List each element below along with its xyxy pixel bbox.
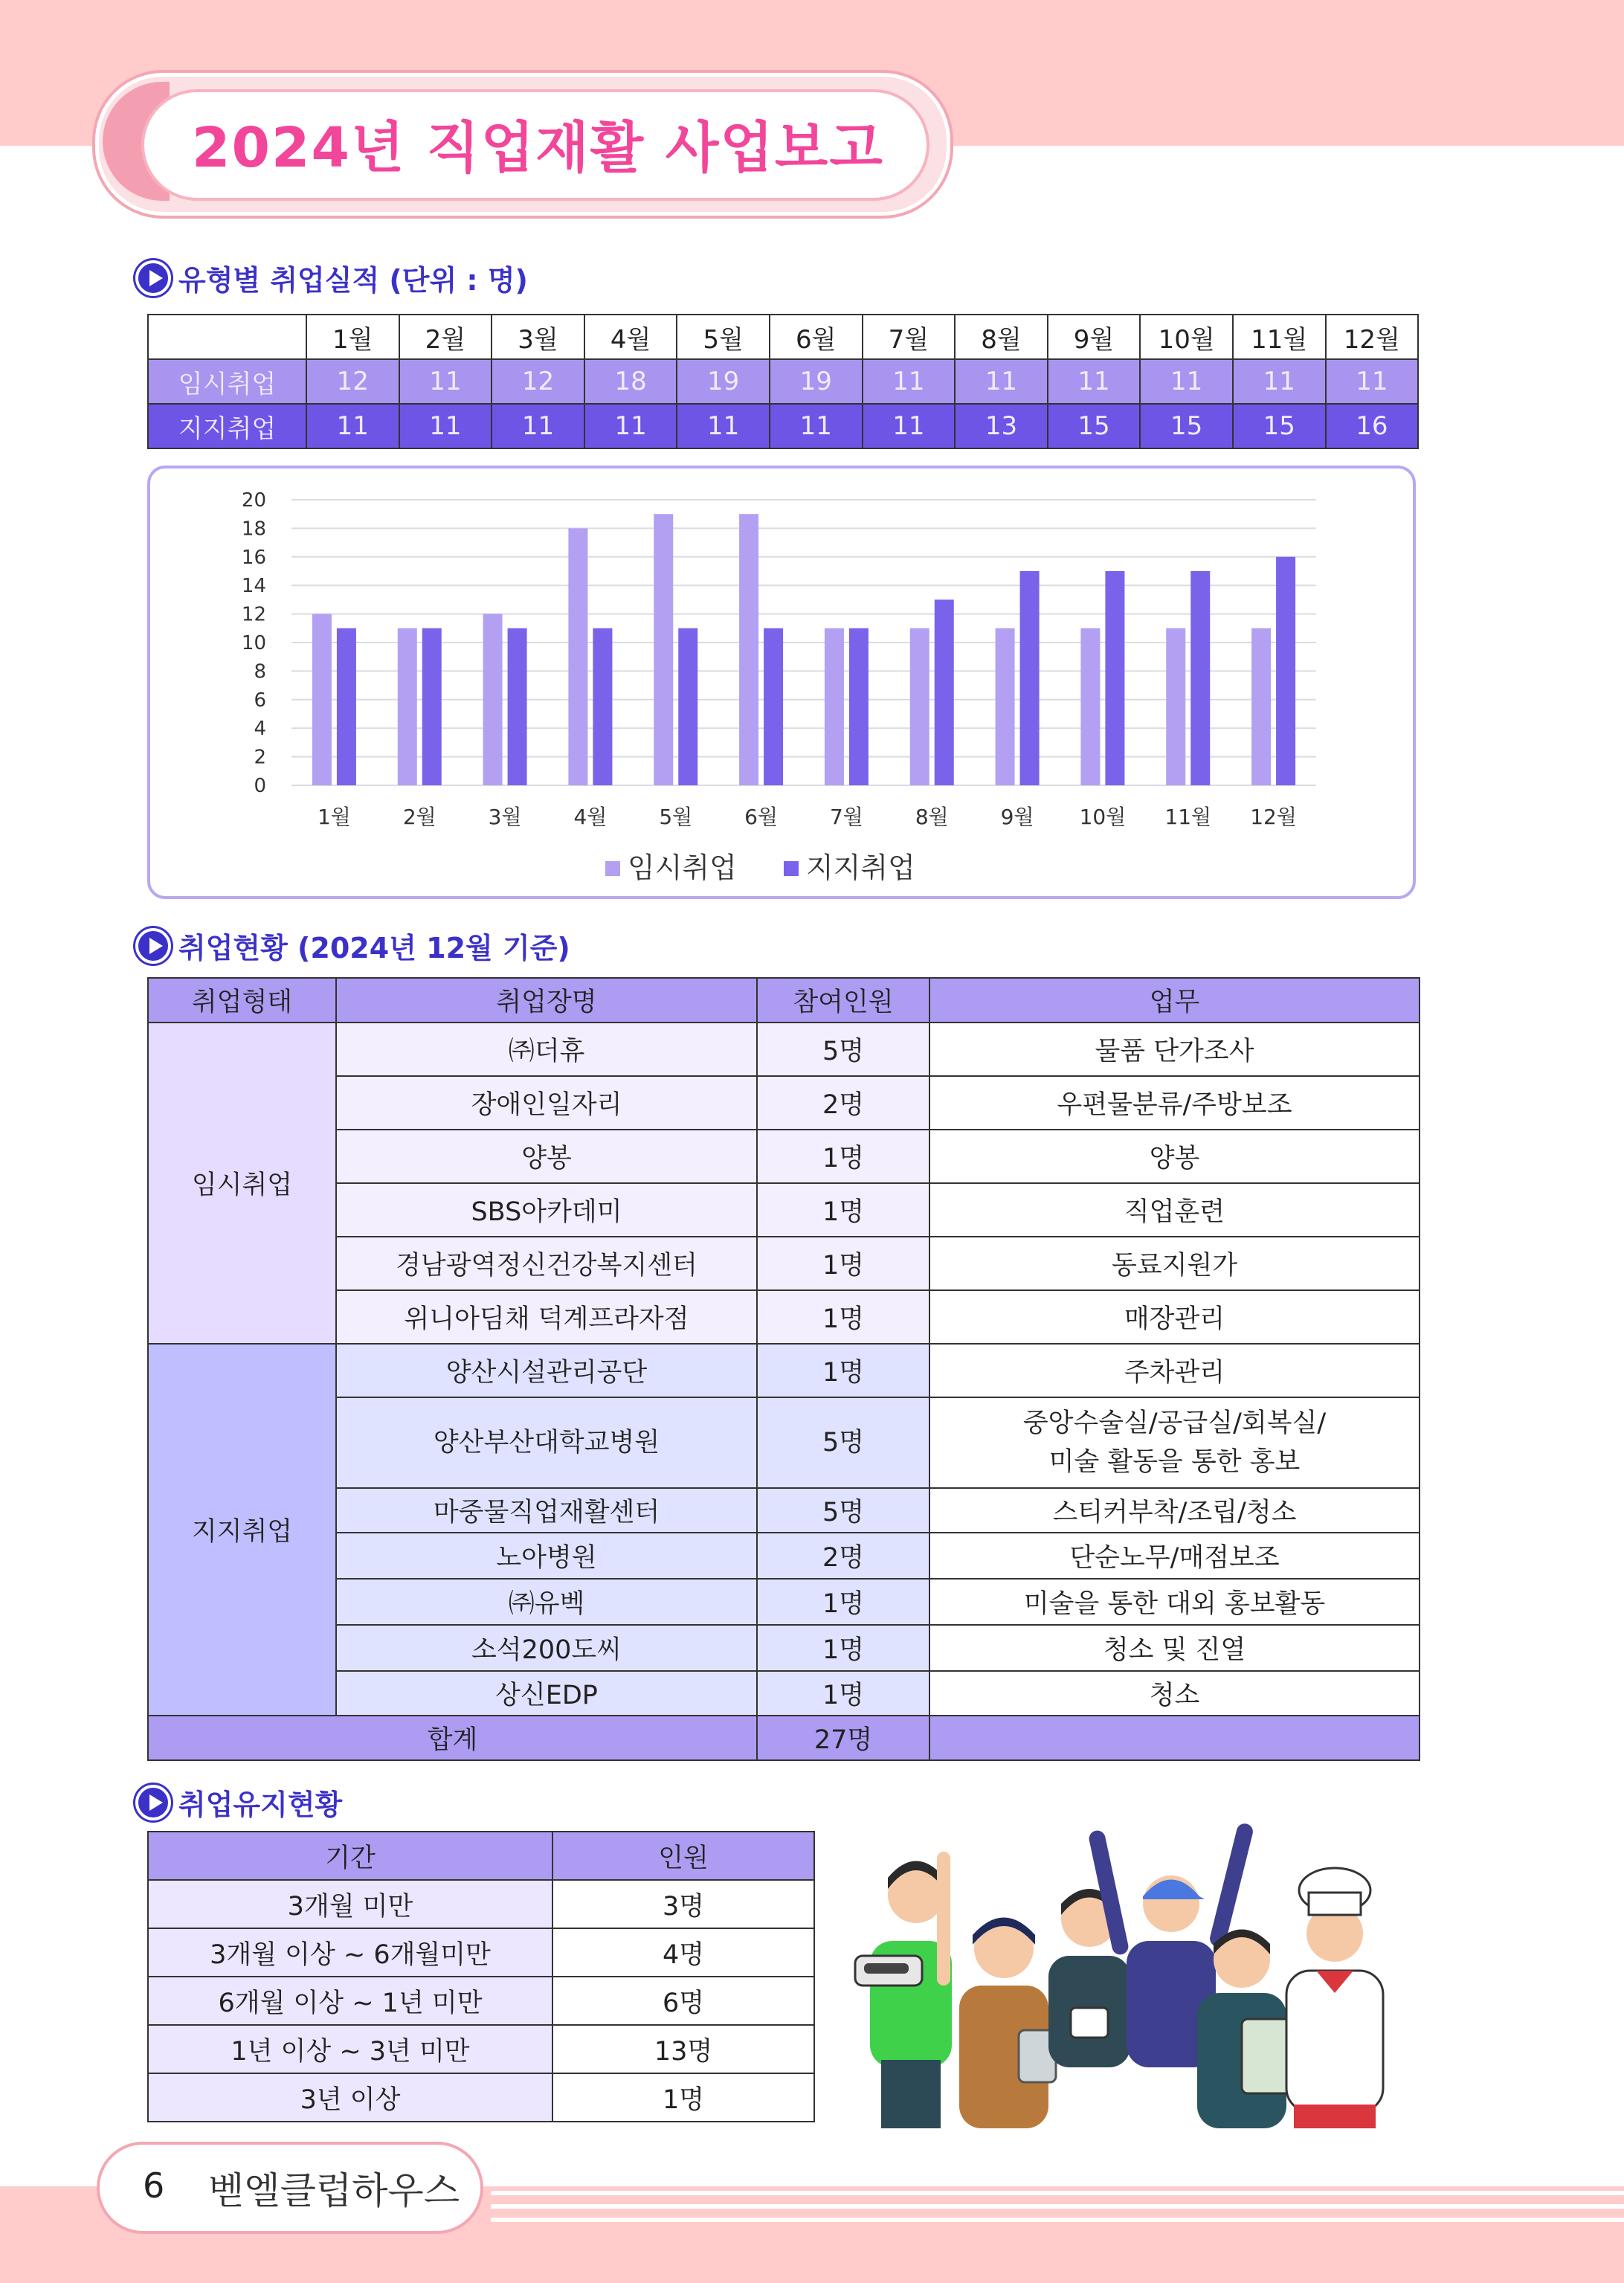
cell-value: 11: [677, 404, 770, 448]
bar-chart-frame: [147, 466, 1416, 899]
table-row: [148, 1880, 814, 1928]
bar-supported: [422, 628, 442, 785]
legend-swatch: [605, 861, 620, 876]
bar-temporary: [825, 628, 844, 785]
cell-value: 13: [955, 404, 1048, 448]
table-row: [148, 1130, 1420, 1183]
cell-value: 11: [1233, 359, 1326, 404]
participant-count: 5명: [757, 1397, 929, 1488]
play-icon: [135, 260, 171, 296]
participant-count: 1명: [757, 1344, 929, 1397]
period: 6개월 이상 ~ 1년 미만: [148, 1977, 552, 2025]
participant-count: 5명: [757, 1023, 929, 1076]
month-header: 10월: [1140, 315, 1233, 359]
cell-value: 15: [1233, 404, 1326, 448]
bar-temporary: [398, 628, 417, 785]
y-tick-label: 16: [241, 546, 266, 569]
y-tick-label: 8: [254, 660, 266, 683]
count: 4명: [552, 1928, 814, 1977]
period: 3년 이상: [148, 2073, 552, 2122]
section-title: 유형별 취업실적 (단위 : 명): [178, 264, 528, 297]
work-description: 우편물분류/주방보조: [929, 1076, 1420, 1130]
y-tick-label: 20: [241, 489, 266, 512]
x-tick-label: 4월: [573, 805, 608, 829]
section-title: 취업유지현황: [178, 1788, 343, 1821]
work-description-line: 중앙수술실/공급실/회복실/: [1022, 1408, 1327, 1438]
total-count: 27명: [757, 1716, 929, 1760]
worker-apron-figure: [937, 1852, 1056, 2128]
count: 1명: [552, 2073, 814, 2122]
bar-temporary: [910, 628, 929, 785]
x-tick-label: 11월: [1164, 805, 1212, 829]
bar-temporary: [739, 514, 758, 785]
period: 1년 이상 ~ 3년 미만: [148, 2025, 552, 2073]
cell-value: 11: [399, 359, 492, 404]
cell-value: 11: [1140, 359, 1233, 404]
total-row: [148, 1716, 1420, 1760]
footer-stripe: [491, 2191, 1624, 2195]
cell-value: 16: [1326, 404, 1419, 448]
y-tick-label: 4: [254, 718, 266, 741]
column-header: 인원: [552, 1832, 814, 1880]
workplace-name: 장애인일자리: [336, 1076, 757, 1130]
period: 3개월 미만: [148, 1880, 552, 1928]
cell-value: 19: [770, 359, 863, 404]
period: 3개월 이상 ~ 6개월미만: [148, 1928, 552, 1977]
count: 13명: [552, 2025, 814, 2073]
page-number: 6: [143, 2166, 165, 2206]
group-label: 임시취업: [148, 1023, 336, 1344]
table-row: [148, 2073, 814, 2122]
x-tick-label: 5월: [659, 805, 693, 829]
participant-count: 1명: [757, 1183, 929, 1237]
work-description: 매장관리: [929, 1290, 1420, 1344]
participant-count: 1명: [757, 1625, 929, 1671]
cell-value: 11: [1048, 359, 1141, 404]
group-label: 지지취업: [148, 1344, 336, 1716]
x-tick-label: 3월: [488, 805, 522, 829]
bar-temporary: [312, 614, 332, 785]
count: 3명: [552, 1880, 814, 1928]
worker-chef-figure: [1286, 1868, 1383, 2128]
section-title: 취업현황 (2024년 12월 기준): [178, 932, 570, 965]
workplace-name: ㈜유벡: [336, 1579, 757, 1625]
bar-temporary: [1166, 628, 1185, 785]
table-row: [148, 404, 1418, 448]
x-tick-label: 6월: [744, 805, 779, 829]
workplace-name: 소석200도씨: [336, 1625, 757, 1671]
cell-value: 11: [584, 404, 677, 448]
month-header: 11월: [1233, 315, 1326, 359]
y-tick-label: 10: [241, 632, 266, 654]
workplace-name: 양봉: [336, 1130, 757, 1183]
y-tick-label: 18: [241, 518, 266, 541]
total-empty: [929, 1716, 1420, 1760]
bar-temporary: [1251, 628, 1271, 785]
workers-illustration: [848, 1807, 1420, 2128]
cell-value: 11: [863, 359, 956, 404]
table-row: [148, 1183, 1420, 1237]
cell-value: 18: [584, 359, 677, 404]
footer-stripe: [491, 2218, 1624, 2222]
bar-supported: [1020, 571, 1040, 785]
month-header: 8월: [955, 315, 1048, 359]
month-header: 12월: [1326, 315, 1419, 359]
y-tick-label: 2: [254, 746, 266, 769]
bar-supported: [678, 628, 697, 785]
bar-temporary: [568, 528, 587, 785]
month-header: 6월: [770, 315, 863, 359]
work-description: 물품 단가조사: [929, 1023, 1420, 1076]
row-label: 임시취업: [148, 359, 306, 404]
table-row: [148, 1579, 1420, 1625]
section-heading-performance: [135, 257, 528, 298]
work-description: 청소 및 진열: [929, 1625, 1420, 1671]
workplace-name: 양산부산대학교병원: [336, 1397, 757, 1488]
cell-value: 11: [1326, 359, 1419, 404]
table-row: [148, 1928, 814, 1977]
bar-temporary: [654, 514, 673, 785]
retention-table: [147, 1831, 815, 2122]
workplace-name: 위니아딤채 덕계프라자점: [336, 1290, 757, 1344]
bar-supported: [1276, 557, 1295, 785]
work-description: 직업훈련: [929, 1183, 1420, 1237]
workplace-name: SBS아카데미: [336, 1183, 757, 1237]
legend-label: 임시취업: [628, 851, 737, 884]
cell-value: 15: [1048, 404, 1141, 448]
bar-supported: [337, 628, 356, 785]
work-description: [929, 1397, 1420, 1488]
y-tick-label: 0: [254, 775, 266, 797]
bar-supported: [1190, 571, 1210, 785]
cell-value: 12: [306, 359, 399, 404]
participant-count: 1명: [757, 1579, 929, 1625]
column-header: 기간: [148, 1832, 552, 1880]
participant-count: 1명: [757, 1290, 929, 1344]
work-description: 양봉: [929, 1130, 1420, 1183]
work-description: 동료지원가: [929, 1237, 1420, 1290]
cell-value: 11: [955, 359, 1048, 404]
bar-supported: [849, 628, 869, 785]
column-header: 취업장명: [336, 978, 757, 1023]
table-row: [148, 1488, 1420, 1533]
cell-value: 11: [492, 404, 584, 448]
x-tick-label: 12월: [1250, 805, 1297, 829]
count: 6명: [552, 1977, 814, 2025]
x-tick-label: 7월: [829, 805, 863, 829]
y-tick-label: 6: [254, 689, 266, 712]
column-header: 참여인원: [757, 978, 929, 1023]
table-row: [148, 1237, 1420, 1290]
table-row: [148, 1625, 1420, 1671]
month-header: 1월: [306, 315, 399, 359]
work-description: 스티커부착/조립/청소: [929, 1488, 1420, 1533]
month-header: 7월: [863, 315, 956, 359]
bar-chart: [150, 468, 1413, 896]
performance-table: [147, 314, 1419, 449]
x-tick-label: 1월: [317, 805, 351, 829]
table-row: [148, 2025, 814, 2073]
participant-count: 1명: [757, 1237, 929, 1290]
cell-value: 11: [399, 404, 492, 448]
month-header: 2월: [399, 315, 492, 359]
work-description: 주차관리: [929, 1344, 1420, 1397]
cell-value: 15: [1140, 404, 1233, 448]
table-header-empty: [148, 315, 306, 359]
bar-temporary: [483, 614, 503, 785]
work-description: 청소: [929, 1671, 1420, 1716]
participant-count: 2명: [757, 1533, 929, 1579]
bar-supported: [764, 628, 783, 785]
table-row: [148, 1671, 1420, 1716]
workplace-name: 노아병원: [336, 1533, 757, 1579]
y-tick-label: 12: [241, 603, 266, 626]
work-description-line: 미술 활동을 통한 홍보: [1048, 1447, 1301, 1477]
bar-supported: [1105, 571, 1124, 785]
x-tick-label: 9월: [1000, 805, 1034, 829]
column-header: 업무: [929, 978, 1420, 1023]
workplace-name: 상신EDP: [336, 1671, 757, 1716]
column-header: 취업형태: [148, 978, 336, 1023]
table-row: [148, 1397, 1420, 1488]
month-header: 4월: [584, 315, 677, 359]
participant-count: 2명: [757, 1076, 929, 1130]
total-label: 합계: [148, 1716, 757, 1760]
month-header: 5월: [677, 315, 770, 359]
row-label: 지지취업: [148, 404, 306, 448]
month-header: 9월: [1048, 315, 1141, 359]
x-tick-label: 8월: [915, 805, 949, 829]
table-row: [148, 1977, 814, 2025]
participant-count: 1명: [757, 1130, 929, 1183]
work-description: 단순노무/매점보조: [929, 1533, 1420, 1579]
employment-status-table: [147, 977, 1420, 1761]
legend-swatch: [784, 861, 799, 876]
table-row: [148, 1290, 1420, 1344]
bar-temporary: [1080, 628, 1100, 785]
table-row: [148, 359, 1418, 404]
workplace-name: 양산시설관리공단: [336, 1344, 757, 1397]
bar-supported: [508, 628, 527, 785]
table-row: [148, 1344, 1420, 1397]
bar-temporary: [996, 628, 1015, 785]
play-icon: [135, 1785, 171, 1820]
table-row: [148, 1023, 1420, 1076]
month-header: 3월: [492, 315, 584, 359]
workplace-name: 마중물직업재활센터: [336, 1488, 757, 1533]
cell-value: 12: [492, 359, 584, 404]
workplace-name: ㈜더휴: [336, 1023, 757, 1076]
page-title: 2024년 직업재활 사업보고: [192, 116, 884, 180]
play-icon: [135, 928, 171, 964]
x-tick-label: 2월: [402, 805, 436, 829]
footer-stripe: [491, 2204, 1624, 2209]
section-heading-status: [135, 925, 570, 966]
participant-count: 1명: [757, 1671, 929, 1716]
bar-supported: [935, 599, 954, 785]
cell-value: 19: [677, 359, 770, 404]
cell-value: 11: [863, 404, 956, 448]
y-tick-label: 14: [241, 575, 266, 598]
workplace-name: 경남광역정신건강복지센터: [336, 1237, 757, 1290]
table-row: [148, 1076, 1420, 1130]
cell-value: 11: [306, 404, 399, 448]
table-row: [148, 1533, 1420, 1579]
legend-label: 지지취업: [806, 851, 915, 884]
cell-value: 11: [770, 404, 863, 448]
participant-count: 5명: [757, 1488, 929, 1533]
bar-supported: [593, 628, 612, 785]
x-tick-label: 10월: [1079, 805, 1127, 829]
section-heading-retention: [135, 1782, 342, 1823]
organization-name: 벧엘클럽하우스: [208, 2169, 460, 2212]
work-description: 미술을 통한 대외 홍보활동: [929, 1579, 1420, 1625]
